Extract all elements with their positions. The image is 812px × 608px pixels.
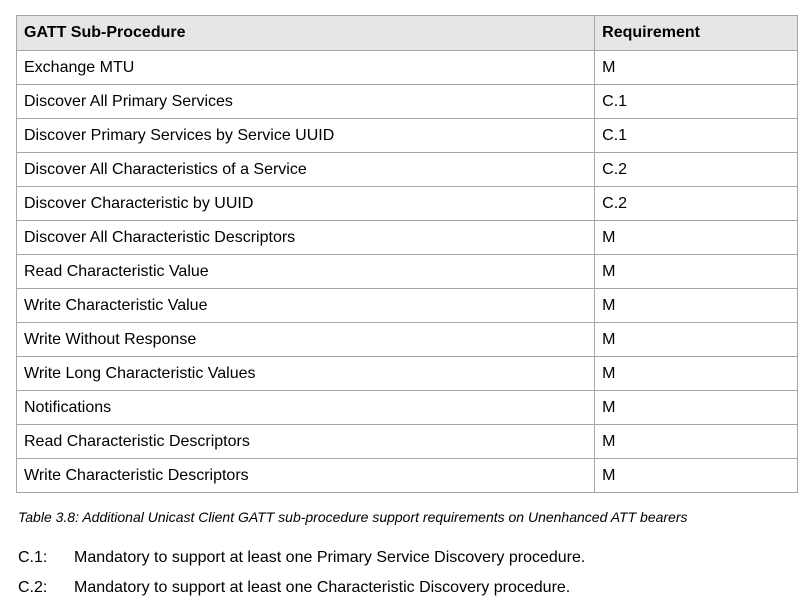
- procedure-cell: Write Characteristic Value: [17, 289, 595, 323]
- requirement-cell: M: [595, 51, 798, 85]
- table-row: [17, 187, 798, 221]
- requirement-cell: C.2: [595, 187, 798, 221]
- requirement-cell: C.1: [595, 119, 798, 153]
- table-row: [17, 357, 798, 391]
- procedure-cell: Discover All Characteristics of a Service: [17, 153, 595, 187]
- requirement-cell: M: [595, 323, 798, 357]
- table-row: [17, 221, 798, 255]
- procedure-cell: Write Long Characteristic Values: [17, 357, 595, 391]
- footnote-text: Mandatory to support at least one Characteristic Discovery procedure.: [74, 579, 571, 596]
- procedure-cell: Discover All Characteristic Descriptors: [17, 221, 595, 255]
- requirement-cell: C.1: [595, 85, 798, 119]
- requirement-cell: M: [595, 425, 798, 459]
- table-caption: Table 3.8: Additional Unicast Client GATT sub-procedure support requirements on Unenhanced ATT bearers: [18, 509, 688, 525]
- table-row: [17, 119, 798, 153]
- table-row: [17, 459, 798, 493]
- table-row: [17, 391, 798, 425]
- procedure-cell: Discover All Primary Services: [17, 85, 595, 119]
- requirement-cell: M: [595, 459, 798, 493]
- requirement-cell: M: [595, 221, 798, 255]
- requirement-cell: M: [595, 391, 798, 425]
- procedure-cell: Discover Primary Services by Service UUID: [17, 119, 595, 153]
- footnote-text: Mandatory to support at least one Primary Service Discovery procedure.: [74, 549, 586, 566]
- procedure-cell: Write Characteristic Descriptors: [17, 459, 595, 493]
- footnote-c1: [18, 549, 585, 567]
- requirements-table: [16, 15, 798, 493]
- table-row: [17, 255, 798, 289]
- procedure-cell: Exchange MTU: [17, 51, 595, 85]
- header-gatt-sub-procedure: GATT Sub-Procedure: [17, 16, 595, 51]
- footnote-label: C.1:: [18, 549, 48, 566]
- requirement-cell: M: [595, 289, 798, 323]
- table-row: [17, 85, 798, 119]
- table-row: [17, 51, 798, 85]
- requirement-cell: C.2: [595, 153, 798, 187]
- table-header-row: [17, 16, 798, 51]
- table-row: [17, 323, 798, 357]
- procedure-cell: Write Without Response: [17, 323, 595, 357]
- procedure-cell: Notifications: [17, 391, 595, 425]
- header-requirement: Requirement: [595, 16, 798, 51]
- procedure-cell: Discover Characteristic by UUID: [17, 187, 595, 221]
- procedure-cell: Read Characteristic Descriptors: [17, 425, 595, 459]
- table-body: [17, 51, 798, 493]
- procedure-cell: Read Characteristic Value: [17, 255, 595, 289]
- footnote-label: C.2:: [18, 579, 48, 596]
- requirement-cell: M: [595, 255, 798, 289]
- requirement-cell: M: [595, 357, 798, 391]
- footnote-c2: [18, 579, 570, 597]
- table-row: [17, 425, 798, 459]
- table-row: [17, 289, 798, 323]
- table-row: [17, 153, 798, 187]
